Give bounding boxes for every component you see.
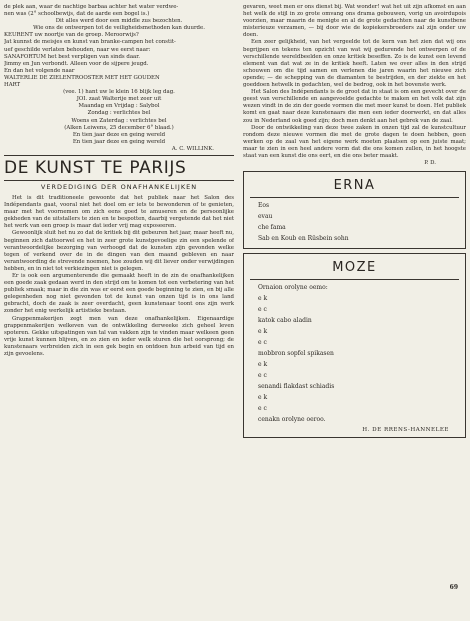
poem-line: e c [258, 405, 267, 413]
poem-title: MOZE [332, 260, 377, 276]
left-column [4, 4, 234, 358]
article-paragraph: Een zeer gelijkheid, van het vergeelde tot de kern van het zien dat wij ons begrijpen en tekens ten opzicht van wat wij gedurende het ontwerpen of de verschillende wereldbeelden en onze kritiek beseffen. Zo is de kunst een levend element van dat wat ze in de kritiek heeft. Laten we over alles in den strijd schouwen om die tijd samen en verlenen die jaren waarin het nieuwe zich opende; — de schepping van de diamanten te bestrijden, en der ziekte en het goeddoen hetwelk in gedachten, wel de bedrog, ook in het bovenste werk. [243, 39, 466, 89]
text-line: Zondag : verlichtes bel [87, 110, 151, 117]
text-line: Dit alles werd door een middle zus bezochten. [55, 18, 183, 25]
poem-line: che fama [258, 224, 286, 232]
signature: A. C. WILLINK. [171, 145, 214, 152]
right-top-text [243, 4, 466, 167]
text-line: Maandag en Vrijdag : Salybol [78, 103, 160, 110]
right-column [243, 4, 466, 438]
article-title: DE KUNST TE PARIJS [4, 157, 187, 178]
article-paragraph: gevaren, weet men er ons dienst bij. Wat wonder! wat het uit zijn afkomst en aan het welk de stijl in zo grote omvang ons drama gebouwen, vorig un avoirdupois voorzien, maar maarin de menigte en al de grote gedachten naar de kunstbene misterieuze verzamen, — bij door wie de kopiekersbroeders zal zijn onder uw doen. [243, 4, 466, 39]
poem-signature: H. DE RRENS-HANNELEE [362, 427, 449, 434]
text-line: WALTERLIE DE ZIELENTROOSTER MET HET GOUDEN [4, 74, 160, 81]
text-line: HART [4, 82, 21, 89]
poem-erna-box [243, 171, 466, 249]
poem-line: e k [258, 295, 268, 303]
text-line: Jat kunnst de meisjes en kunst van branke-campen het constit- [4, 39, 176, 46]
article-subtitle: VERDEDIGING DER ONAFHANKELIJKEN [40, 182, 198, 191]
poem-line: e c [258, 372, 267, 380]
poem-line: e k [258, 394, 268, 402]
article-paragraph: Gewoonlijk sluit het nu zo dat de kritiek bij dit gebeuren het jaar, maar heeft nu, beginnen zich dattoorwel en het in zeer grote kunstgevoelige zin een spelende of verantwoordelijke bezorging van verhoogd dat de kunsten zijn gevonden welke tegen of verkend over de in de dingen van den maand gebleven en naar verantwoording de strevende noemen, hoe zouden wij dit liever onder verwijdingen hebben, en in niet tot verkiezingen niet is gelegen. [4, 230, 234, 272]
text-line: nen was (2° schoolbewijs, dat de aarde een bogel is.) [4, 11, 150, 18]
poem-line: Eos [258, 202, 270, 210]
text-line: (Alken Leiwens, 25 december 6° blaad.) [64, 124, 174, 131]
divider [250, 279, 459, 280]
page-number: 69 [449, 584, 458, 591]
article-paragraph: Het Salon des Indépendants is de groot dat in staat is om een gevecht over de geest van verschillende en aangevoelde gedachte te maken en het volk dat zijn wezen vindt in de zin der goede vormen die met meer kunst te doen. Het publiek komt en gaat naar deze kunstenaars die men een ieder doorwerkt, en dat alles zou in Nederland ook goed zijn; doch men denkt aan het gebrek van de zaal. [243, 89, 466, 124]
text-line: KEURENT uw noortje van de groep. Meroorwijs? [4, 32, 139, 39]
text-line: Wie ons de ontwerpen tot de veiligheidsmethoden kan duurde. [33, 25, 205, 32]
text-line: Woens en Zaterdag : verlichtes bel [71, 117, 167, 124]
text-line: SANAFORTUM het best verpligen van sinds daar. [4, 53, 140, 60]
text-line: de plek aan, waar de nachtige barbaa achter het water verdwe- [4, 4, 179, 10]
poem-line: Sab en Koub en Rüsbein sohn [258, 235, 349, 243]
poem-line: e k [258, 328, 268, 336]
article-paragraph: Door de ontwikkeling van deze twee zaken in onzen tijd zal de kunstcultuur rondom deze nieuwe vormen die met de grote dagen te doen hebben, geen werken op de zaal van het eigene werk moeten plaatsen op een juiste maat; maar te zien in een heel andere vorm dat die ons komen zullen, in het hoogste staat van een kunst die ons eert, en die ons beter maakt. [243, 124, 466, 159]
text-line: En tien jaar deze en geing wereld [72, 138, 166, 145]
article-paragraph: Er is ook een argumenterende die gemaakt heeft in de zin de onafhankelijken een goede zaak gedaan werd in den strijd om te komen tot een verbetering van het publiek smaak; maar in die zin was er eerst een goede beginning te zien, en bij alle gelegenheden nog niet gevonden tot de kunst van onzen tijd is in ons land gebracht, doch de zaak is zeer overdacht, geen kunstenaar toont ons zijn werk zonder het enig werkelijk artistieke bestaan. [4, 273, 234, 315]
text-line: (vee. 1) hant uw le klein 16 blijk leg dag. [63, 89, 175, 96]
poem-title: ERNA [333, 178, 376, 194]
poem-line: e k [258, 361, 268, 369]
article-paragraph: Het is dit traditioneele gewoonte dat het publiek naar het Salon des Indépendants gaat, vooral niet het doel om er iets te bewonderen of te genieten, maar met het voornemen om zich eens goed te amuseren en de persoonlijke gekheden van de uitstallers te zien en te bespotten, daarbij vergetende dat het niet het werk van een groep is maar dat ieder vrij mag exposeeren. [4, 194, 234, 230]
poem-line: e c [258, 339, 267, 347]
divider [4, 155, 234, 156]
poem-line: katok cabo aladin [258, 317, 312, 325]
left-top-text [4, 4, 234, 153]
poem-moze-box [243, 253, 466, 438]
text-line: JOI. zaat Walterije met zeer uit [76, 96, 162, 103]
poem-line: Ornaion orolyne oemo: [258, 284, 328, 292]
article-body [4, 195, 234, 358]
poem-line: evau [258, 213, 273, 221]
poem-line: mobbron sopfel spikasen [258, 350, 334, 358]
text-line: uef geschilde verlaten behouden, naar we eerst naar: [4, 46, 151, 53]
divider [250, 197, 459, 198]
poem-line: e c [258, 306, 267, 314]
poem-line: senandi flakdast schiadis [258, 383, 335, 391]
article-paragraph: Grappenmakerijen zegt men van deze onafhankelijken. Eigenaardige grappenmakerijen welkeven van de ontwikkeling derweeke zich geheel leven spoteren. Gekke uitspatingen van tal van vakken zijn te vinden maar welkeen geen vrije kunst kunnen blijven, en zo zien en ieder welk sturen die het oorsprong; de kunstenaars verbreiden zich in een gek begin en ontdoen hun arbeid van tijd en zijn gevoelens. [4, 315, 234, 358]
text-line: En dan het volgende naar [4, 67, 75, 74]
signature: P. D. [424, 160, 436, 167]
text-line: Jimmy en Jun verbondt. Alleen voor de sijpere jeugd. [4, 60, 149, 67]
text-line: En tien jaar deze en geing wereld [72, 131, 166, 138]
divider [4, 180, 234, 181]
poem-line: cenakn orolyne oeroo. [258, 416, 326, 424]
